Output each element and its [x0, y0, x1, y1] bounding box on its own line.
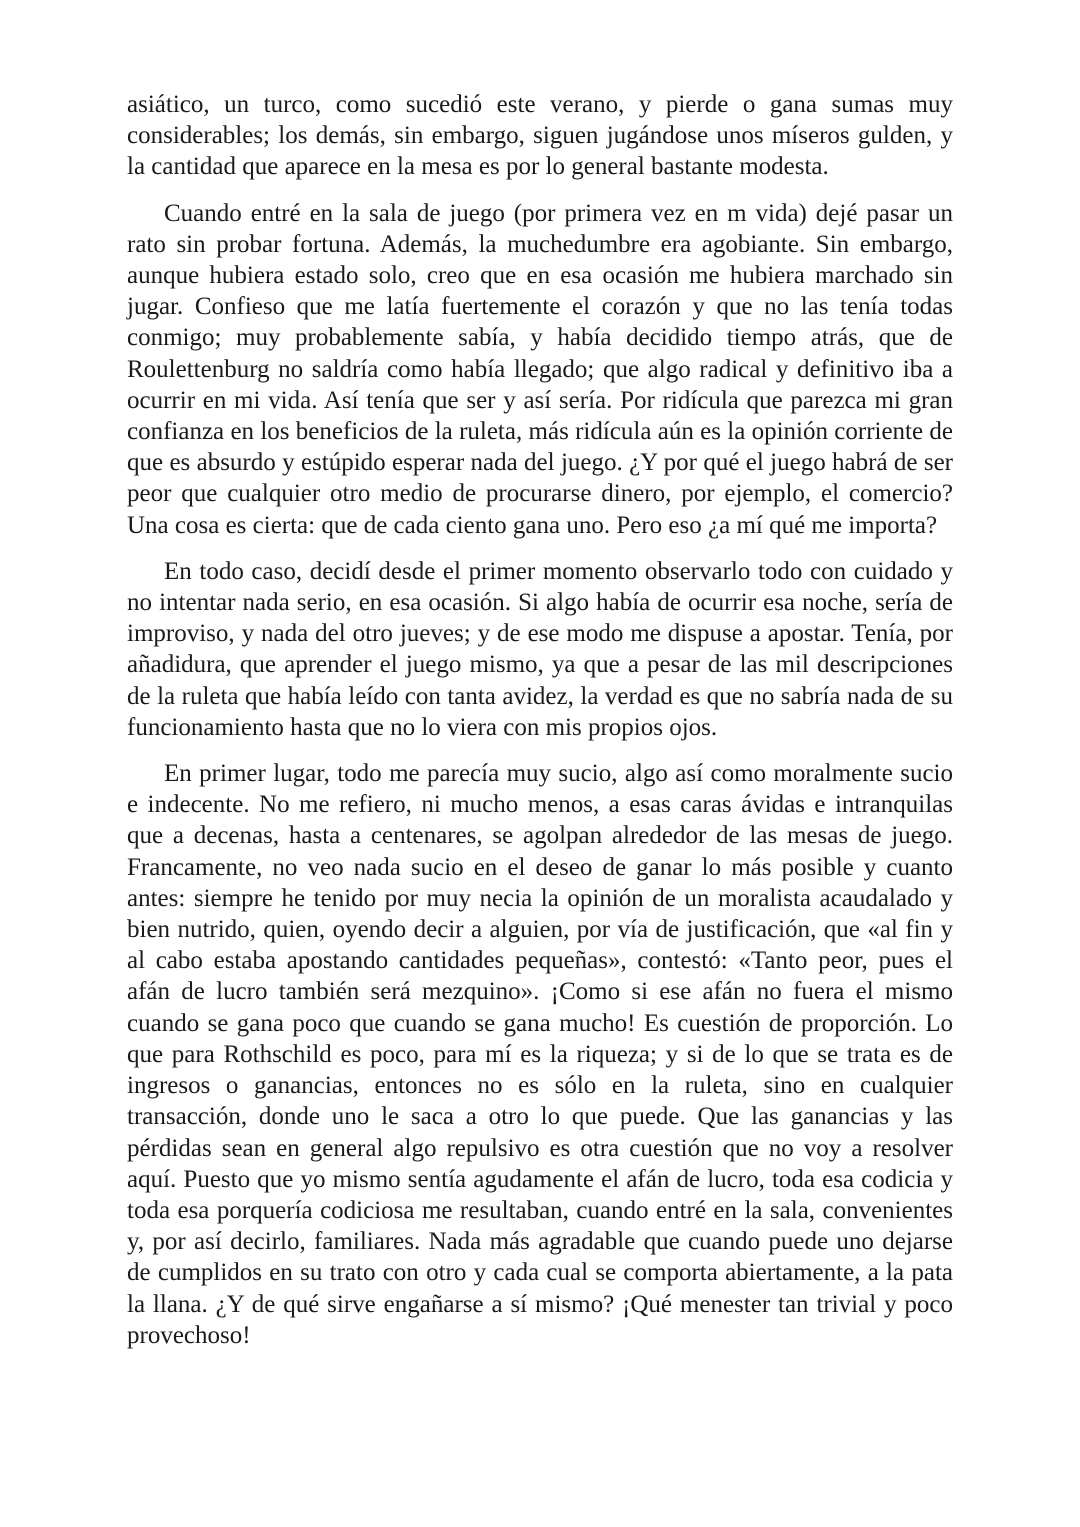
paragraph-gaming-hall: Cuando entré en la sala de juego (por primera vez en m vida) dejé pasar un rato sin probar fortuna. Además, la muchedumbre era agobiante. Sin embargo, aunque hubiera estado solo, creo que en esa ocasión me hubiera marchado sin jugar. Confieso que me latía fuertemente el corazón y que no las tenía todas conmigo; muy probablemente sabía, y había decidido tiempo atrás, que de Roulettenburg no saldría como había llegado; que algo radical y definitivo iba a ocurrir en mi vida. Así tenía que ser y así sería. Por ridícula que parezca mi gran confianza en los beneficios de la ruleta, más ridícula aún es la opinión corriente de que es absurdo y estúpido esperar nada del juego. ¿Y por qué el juego habrá de ser peor que cualquier otro medio de procurarse dinero, por ejemplo, el comercio? Una cosa es cierta: que de cada ciento gana uno. Pero eso ¿a mí qué me importa?: [127, 199, 953, 539]
paragraph-continuation: asiático, un turco, como sucedió este verano, y pierde o gana sumas muy considerables; los demás, sin embargo, siguen jugándose unos míseros gulden, y la cantidad que aparece en la mesa es por lo general bastante modesta.: [127, 91, 953, 181]
document-page: [127, 89, 953, 1366]
paragraph-observation: En todo caso, decidí desde el primer momento observarlo todo con cuidado y no intentar nada serio, en esa ocasión. Si algo había de ocurrir esa noche, sería de improviso, y nada del otro jueves; y de ese modo me dispuse a apostar. Tenía, por añadidura, que aprender el juego mismo, ya que a pesar de las mil descripciones de la ruleta que había leído con tanta avidez, la verdad es que no sabría nada de su funcionamiento hasta que no lo viera con mis propios ojos.: [127, 557, 953, 741]
paragraph-dirty-impression: En primer lugar, todo me parecía muy sucio, algo así como moralmente sucio e indecente. No me refiero, ni mucho menos, a esas caras ávidas e intranquilas que a decenas, hasta a centenares, se agolpan alrededor de las mesas de juego. Francamente, no veo nada sucio en el deseo de ganar lo más posible y cuanto antes: siempre he tenido por muy necia la opinión de un moralista acaudalado y bien nutrido, quien, oyendo decir a alguien, por vía de justificación, que «al fin y al cabo estaba apostando cantidades pequeñas», contestó: «Tanto peor, pues el afán de lucro también será mezquino». ¡Como si ese afán no fuera el mismo cuando se gana poco que cuando se gana mucho! Es cuestión de proporción. Lo que para Rothschild es poco, para mí es la riqueza; y si de lo que se trata es de ingresos o ganancias, entonces no es sólo en la ruleta, sino en cualquier transacción, donde uno le saca a otro lo que puede. Que las ganancias y las pérdidas sean en general algo repulsivo es otra cuestión que no voy a resolver aquí. Puesto que yo mismo sentía agudamente el afán de lucro, toda esa codicia y toda esa porquería codiciosa me resultaban, cuando entré en la sala, convenientes y, por así decirlo, familiares. Nada más agradable que cuando puede uno dejarse de cumplidos en su trato con otro y cada cual se comporta abiertamente, a la pata la llana. ¿Y de qué sirve engañarse a sí mismo? ¡Qué menester tan trivial y poco provechoso!: [127, 760, 953, 1349]
